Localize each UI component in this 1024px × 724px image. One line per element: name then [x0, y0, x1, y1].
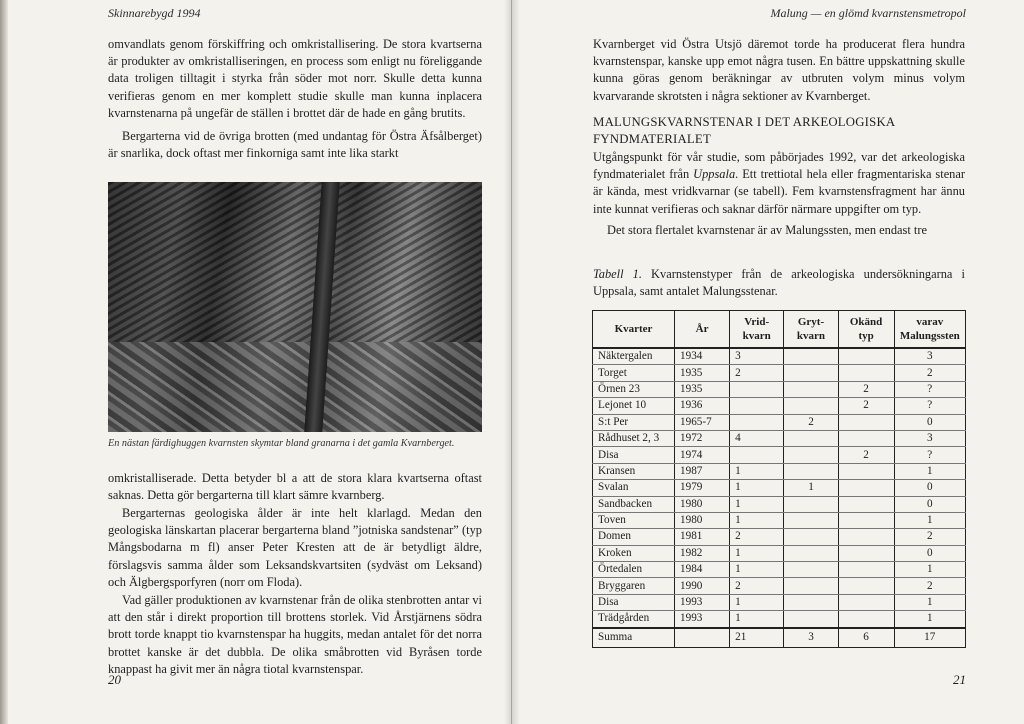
cell-gryt: [784, 398, 838, 414]
table-caption-text: Kvarnstenstyper från de arkeologiska undersökningarna i Uppsala, samt antalet Malungsstenar.: [593, 267, 965, 298]
running-head-left: Skinnarebygd 1994: [108, 6, 201, 20]
cell-varav: 0: [894, 480, 965, 496]
right-paragraph-2: [593, 149, 965, 218]
table-header-row: [593, 311, 966, 349]
cell-gryt: [784, 447, 838, 463]
cell-varav: 1: [894, 463, 965, 479]
cell-kvarter: Bryggaren: [593, 578, 675, 594]
cell-vrid: 2: [730, 365, 784, 381]
cell-gryt: [784, 463, 838, 479]
table-row: [593, 381, 966, 397]
cell-gryt: [784, 512, 838, 528]
cell-vrid: 1: [730, 463, 784, 479]
cell-gryt: [784, 529, 838, 545]
cell-okand: [838, 496, 894, 512]
cell-vrid: [730, 398, 784, 414]
cell-gryt: [784, 594, 838, 610]
cell-sum-ar: [675, 628, 730, 648]
cell-okand: [838, 594, 894, 610]
cell-kvarter: Domen: [593, 529, 675, 545]
cell-okand: 2: [838, 381, 894, 397]
cell-gryt: [784, 562, 838, 578]
left-paragraph-1: omvandlats genom förskiffring och omkristallisering. De stora kvartserna är produkter av omkristalliseringen, en process som enligt nu föreliggande data troligen tilltagit i styrka från söder mot norr. Skulle detta kunna verifieras genom en mer komplett studie skulle man kunna inplacera kvarnstenarna på ungefär de ställen i brottet där de hade en gång brutits.: [108, 37, 482, 120]
cell-kvarter: Kroken: [593, 545, 675, 561]
table-row: [593, 365, 966, 381]
cell-ar: 1987: [675, 463, 730, 479]
table-row: [593, 578, 966, 594]
cell-ar: 1979: [675, 480, 730, 496]
cell-okand: 2: [838, 447, 894, 463]
cell-okand: [838, 512, 894, 528]
page-number-right: 21: [953, 672, 966, 687]
cell-kvarter: Toven: [593, 512, 675, 528]
cell-ar: 1935: [675, 365, 730, 381]
cell-varav: 1: [894, 611, 965, 628]
cell-okand: [838, 611, 894, 628]
page-number-left: 20: [108, 672, 121, 687]
left-paragraph-2: Bergarterna vid de övriga brotten (med undantag för Östra Äfsålberget) är snarlika, dock oftast mer finkorniga samt inte lika starkt: [108, 129, 482, 161]
table-row: [593, 529, 966, 545]
right-paragraph-2-start: Utgångspunkt för vår studie, som påbörjades 1992, var det arkeologiska fyndmaterialet från: [593, 150, 965, 182]
left-paragraph-5: Vad gäller produktionen av kvarnstenar från de olika stenbrotten antar vi att den står i direkt proportion till brottens storlek. Vid Årstjärnens södra brott torde knappt tio kvarnstenspar ha huggits, medan antalet för det norra brottet kanske är det dubbla. De olika småbrotten vid Byråsen torde knappast ha givit mer än några tiotal kvarnstenspar.: [108, 593, 482, 676]
cell-ar: 1982: [675, 545, 730, 561]
cell-ar: 1972: [675, 430, 730, 446]
right-paragraph-3: Det stora flertalet kvarnstenar är av Malungssten, men endast tre: [607, 223, 927, 237]
cell-sum-okand: 6: [838, 628, 894, 648]
cell-ar: 1980: [675, 512, 730, 528]
header-kvarter: Kvarter: [593, 311, 675, 349]
cell-varav: ?: [894, 381, 965, 397]
cell-gryt: [784, 365, 838, 381]
cell-varav: 2: [894, 365, 965, 381]
cell-ar: 1965-7: [675, 414, 730, 430]
cell-varav: 1: [894, 594, 965, 610]
table-caption: [593, 266, 965, 300]
header-varav-line2: Malungssten: [899, 330, 960, 342]
cell-varav: 2: [894, 578, 965, 594]
header-ar: År: [675, 311, 730, 349]
table-row: [593, 430, 966, 446]
cell-sum-gryt: 3: [784, 628, 838, 648]
table-row: [593, 611, 966, 628]
header-grytkvarn-line1: Gryt-: [797, 316, 825, 328]
cell-gryt: 2: [784, 414, 838, 430]
table-row: [593, 463, 966, 479]
cell-vrid: 1: [730, 611, 784, 628]
header-varav-malungssten: [894, 311, 965, 349]
table-row: [593, 545, 966, 561]
table-sum-row: [593, 628, 966, 648]
cell-okand: [838, 562, 894, 578]
header-vridkvarn: [730, 311, 784, 349]
cell-okand: 2: [838, 398, 894, 414]
cell-vrid: 4: [730, 430, 784, 446]
cell-kvarter: Svalan: [593, 480, 675, 496]
book-spine-shadow: [504, 0, 520, 724]
cell-varav: 1: [894, 562, 965, 578]
cell-gryt: [784, 348, 838, 365]
cell-varav: 3: [894, 348, 965, 365]
cell-kvarter: Trädgården: [593, 611, 675, 628]
cell-kvarter: Torget: [593, 365, 675, 381]
cell-ar: 1934: [675, 348, 730, 365]
table-row: [593, 562, 966, 578]
cell-gryt: [784, 496, 838, 512]
photo-branches: [108, 182, 482, 342]
millstone-table: [592, 310, 966, 648]
header-grytkvarn-line2: kvarn: [796, 330, 826, 342]
cell-okand: [838, 414, 894, 430]
cell-ar: 1936: [675, 398, 730, 414]
table-body: [593, 348, 966, 647]
cell-kvarter: S:t Per: [593, 414, 675, 430]
cell-ar: 1990: [675, 578, 730, 594]
cell-ar: 1980: [675, 496, 730, 512]
table-row: [593, 398, 966, 414]
cell-okand: [838, 348, 894, 365]
running-head-right: Malung — en glömd kvarnstensmetropol: [770, 6, 966, 20]
cell-gryt: 1: [784, 480, 838, 496]
cell-gryt: [784, 381, 838, 397]
cell-ar: 1984: [675, 562, 730, 578]
table-row: [593, 594, 966, 610]
cell-sum-label: Summa: [593, 628, 675, 648]
cell-vrid: 2: [730, 529, 784, 545]
header-okand-line2: typ: [858, 330, 874, 342]
cell-okand: [838, 365, 894, 381]
cell-sum-vrid: 21: [730, 628, 784, 648]
cell-gryt: [784, 611, 838, 628]
cell-vrid: 1: [730, 512, 784, 528]
cell-vrid: 2: [730, 578, 784, 594]
forest-photo: [108, 182, 482, 432]
cell-gryt: [784, 545, 838, 561]
cell-vrid: 1: [730, 496, 784, 512]
cell-gryt: [784, 430, 838, 446]
cell-okand: [838, 545, 894, 561]
cell-sum-varav: 17: [894, 628, 965, 648]
photo-rocks: [108, 342, 482, 432]
cell-kvarter: Näktergalen: [593, 348, 675, 365]
cell-kvarter: Disa: [593, 594, 675, 610]
cell-vrid: [730, 447, 784, 463]
cell-kvarter: Lejonet 10: [593, 398, 675, 414]
cell-vrid: [730, 381, 784, 397]
table-row: [593, 414, 966, 430]
table-row: [593, 447, 966, 463]
table-row: [593, 512, 966, 528]
cell-varav: 3: [894, 430, 965, 446]
cell-varav: 0: [894, 496, 965, 512]
cell-ar: 1993: [675, 594, 730, 610]
right-paragraph-1: Kvarnberget vid Östra Utsjö däremot torde ha producerat flera hundra kvarnstenspar, kanske upp emot några tusen. En bättre uppskattning skulle kunna göras genom beräkningar av utbruten volym minus volym kvarvarande skrotsten i några sektioner av Kvarnberget.: [593, 37, 965, 103]
cell-vrid: 1: [730, 594, 784, 610]
cell-kvarter: Disa: [593, 447, 675, 463]
section-heading: MALUNGSKVARNSTENAR I DET ARKEOLOGISKA FYNDMATERIALET: [593, 115, 895, 146]
page-edge: [0, 0, 8, 724]
cell-ar: 1974: [675, 447, 730, 463]
cell-okand: [838, 480, 894, 496]
cell-vrid: [730, 414, 784, 430]
cell-varav: 2: [894, 529, 965, 545]
header-vridkvarn-line1: Vrid-: [744, 316, 770, 328]
header-grytkvarn: [784, 311, 838, 349]
table-row: [593, 480, 966, 496]
cell-okand: [838, 463, 894, 479]
cell-okand: [838, 529, 894, 545]
cell-vrid: 1: [730, 480, 784, 496]
cell-kvarter: Rådhuset 2, 3: [593, 430, 675, 446]
table-row: [593, 496, 966, 512]
cell-okand: [838, 578, 894, 594]
header-okand-typ: [838, 311, 894, 349]
header-okand-line1: Okänd: [849, 316, 883, 328]
table-row: [593, 348, 966, 365]
cell-varav: ?: [894, 398, 965, 414]
cell-ar: 1993: [675, 611, 730, 628]
cell-ar: 1935: [675, 381, 730, 397]
cell-varav: 1: [894, 512, 965, 528]
cell-varav: 0: [894, 545, 965, 561]
cell-gryt: [784, 578, 838, 594]
cell-vrid: 1: [730, 562, 784, 578]
header-vridkvarn-line2: kvarn: [742, 330, 771, 342]
photo-caption: En nästan färdighuggen kvarnsten skymtar bland granarna i det gamla Kvarnberget.: [108, 438, 455, 449]
header-varav-line1: varav: [916, 316, 944, 328]
cell-kvarter: Kransen: [593, 463, 675, 479]
left-paragraph-3: omkristalliserade. Detta betyder bl a att de stora klara kvartserna oftast saknas. Detta gör bergarterna till klart sämre kvarnberg.: [108, 471, 482, 503]
right-paragraph-2-end: . Ett trettiotal hela eller fragmentariska stenar är kända, mest vridkvarnar (se tabell). Fem kvarnstensfragment har ännu inte kunnat verifieras och saknar därför närmare uppgifter om typ.: [593, 167, 966, 216]
cell-varav: 0: [894, 414, 965, 430]
cell-vrid: 1: [730, 545, 784, 561]
cell-kvarter: Örnen 23: [593, 381, 675, 397]
cell-kvarter: Örtedalen: [593, 562, 675, 578]
cell-varav: ?: [894, 447, 965, 463]
cell-kvarter: Sandbacken: [593, 496, 675, 512]
city-name: Uppsala: [693, 167, 736, 182]
cell-ar: 1981: [675, 529, 730, 545]
cell-okand: [838, 430, 894, 446]
table-caption-label: Tabell 1.: [593, 267, 642, 281]
cell-vrid: 3: [730, 348, 784, 365]
left-paragraph-4: Bergarternas geologiska ålder är inte helt klarlagd. Medan den geologiska länskartan placerar bergarterna bland ”jotniska sandstenar” (typ Mångsbodarna m fl) anser Peter Kresten att de är betydligt äldre, förslagsvis samma ålder som Leksandskvartsiten (sydväst om Leksand) och Älgbergsporfyren (norr om Floda).: [108, 506, 482, 589]
